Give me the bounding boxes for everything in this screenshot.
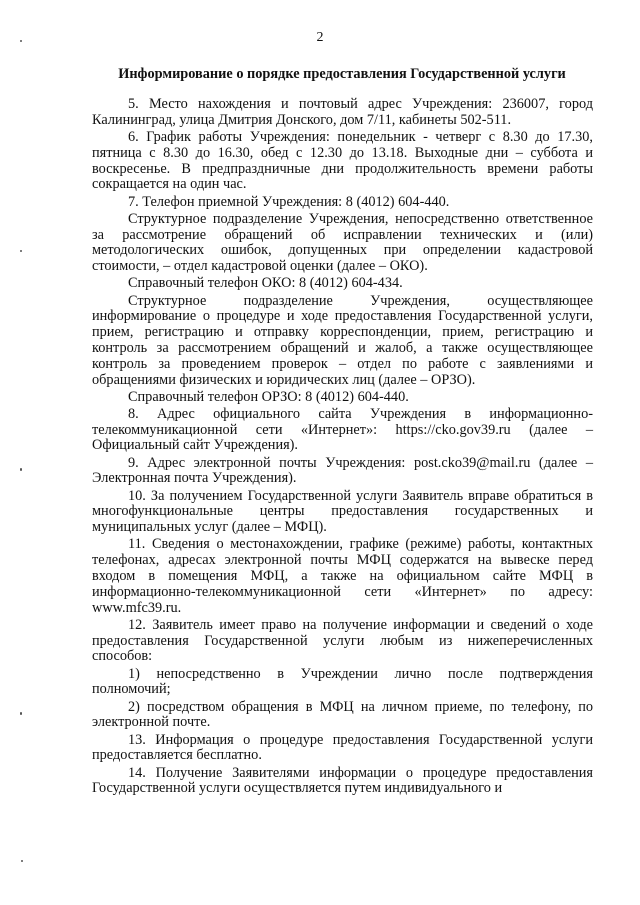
- section-title: Информирование о порядке предоставления Государственной услуги: [118, 66, 566, 82]
- paragraph-free-info: 13. Информация о процедуре предоставления Государственной услуги предоставляется бесплатно.: [92, 731, 593, 764]
- paragraph-obtaining-info: 14. Получение Заявителями информации о процедуре предоставления Государственной услуги осуществляется путем индивидуального и: [92, 764, 593, 797]
- paragraph-phone: 7. Телефон приемной Учреждения: 8 (4012) 604-440.: [128, 193, 450, 210]
- paragraph-oko-unit: Структурное подразделение Учреждения, непосредственно ответственное за рассмотрение обращений об исправлении технических и (или) методологических ошибок, допущенных при определении кадастровой стоимости, – отдел кадастровой оценки (далее – ОКО).: [92, 210, 593, 275]
- paragraph-email: 9. Адрес электронной почты Учреждения: post.cko39@mail.ru (далее – Электронная почта Учреждения).: [92, 454, 593, 487]
- scan-mark: [20, 40, 22, 42]
- document-body: [92, 97, 593, 797]
- page-number: 2: [316, 30, 324, 45]
- paragraph-mfc-info: 11. Сведения о местонахождении, графике (режиме) работы, контактных телефонах, адресах электронной почты МФЦ содержатся на вывеске перед входом в помещения МФЦ, а также на официальном сайте МФЦ в информационно-телекоммуникационной сети «Интернет» по адресу: www.mfc39.ru.: [92, 536, 593, 616]
- paragraph-oko-phone: Справочный телефон ОКО: 8 (4012) 604-434.: [128, 275, 403, 292]
- paragraph-orzo-phone: Справочный телефон ОРЗО: 8 (4012) 604-440.: [128, 388, 409, 405]
- scan-mark: [20, 468, 22, 471]
- paragraph-website: 8. Адрес официального сайта Учреждения в информационно-телекоммуникационной сети «Интернет»: https://cko.gov39.ru (далее – Официальный сайт Учреждения).: [92, 405, 593, 454]
- paragraph-mfc: 10. За получением Государственной услуги Заявитель вправе обратиться в многофункциональные центры предоставления государственных и муниципальных услуг (далее – МФЦ).: [92, 487, 593, 536]
- paragraph-location: 5. Место нахождения и почтовый адрес Учреждения: 236007, город Калининград, улица Дмитрия Донского, дом 7/11, кабинеты 502-511.: [92, 96, 593, 128]
- paragraph-method-1: 1) непосредственно в Учреждении лично после подтверждения полномочий;: [92, 665, 593, 698]
- paragraph-method-2: 2) посредством обращения в МФЦ на личном приеме, по телефону, по электронной почте.: [92, 698, 593, 731]
- paragraph-info-rights: 12. Заявитель имеет право на получение информации и сведений о ходе предоставления Государственной услуги любым из нижеперечисленных способов:: [92, 616, 593, 665]
- scan-mark: [20, 250, 22, 252]
- paragraph-schedule: 6. График работы Учреждения: понедельник - четверг с 8.30 до 17.30, пятница с 8.30 до 16.30, обед с 12.30 до 13.18. Выходные дни – суббота и воскресенье. В предпраздничные дни продолжительность времени работы сокращается на один час.: [92, 128, 593, 193]
- paragraph-orzo-unit: Структурное подразделение Учреждения, осуществляющее информирование о процедуре и ходе предоставления Государственной услуги, прием, регистрацию и отправку корреспонденции, прием, регистрацию и контроль за рассмотрением обращений и жалоб, а также осуществляющее контроль за проведением проверок – отдел по работе с заявлениями и обращениями физических и юридических лиц (далее – ОРЗО).: [92, 292, 593, 388]
- scan-mark: [21, 860, 23, 862]
- scan-mark: [20, 712, 22, 715]
